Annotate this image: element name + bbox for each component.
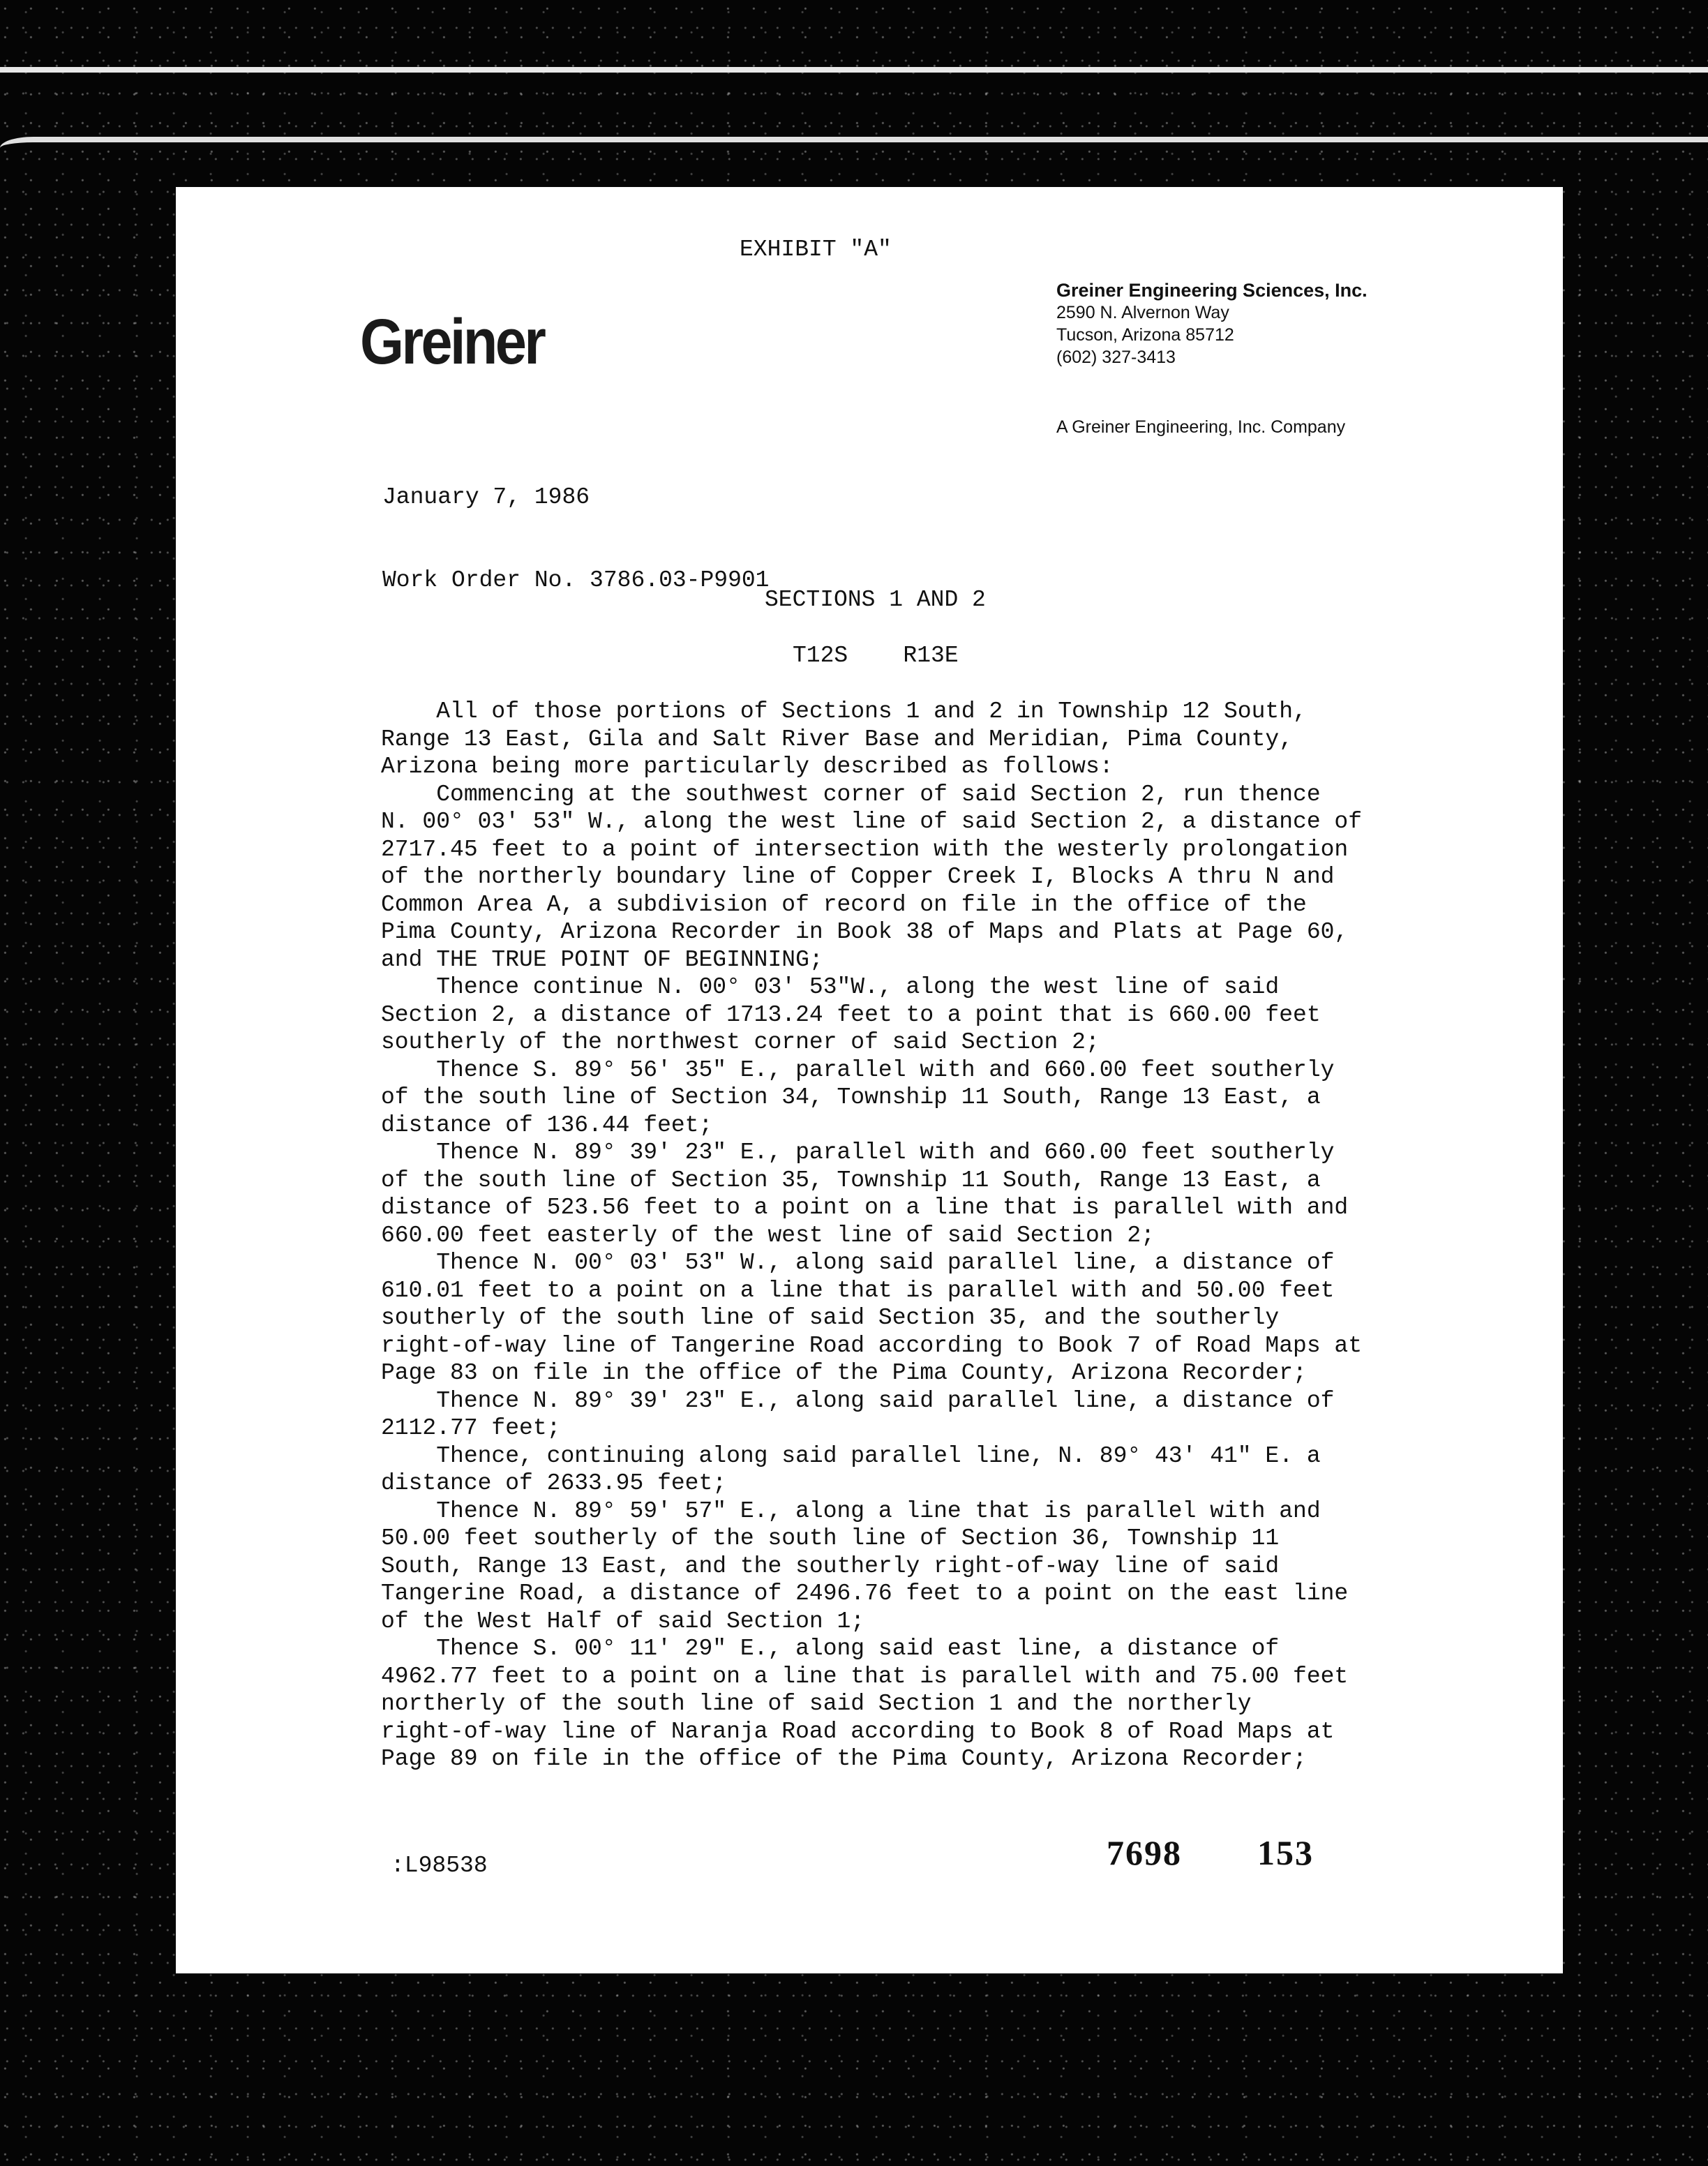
body-line: Range 13 East, Gila and Salt River Base and Meridian, Pima County, bbox=[381, 726, 1294, 752]
body-line: All of those portions of Sections 1 and 2 in Township 12 South, bbox=[381, 699, 1307, 724]
body-line: Thence, continuing along said parallel line, N. 89° 43' 41" E. a bbox=[381, 1442, 1321, 1469]
body-line: Thence S. 00° 11' 29" E., along said east line, a distance of bbox=[381, 1636, 1280, 1661]
body-line: 2717.45 feet to a point of intersection with the westerly prolongation bbox=[381, 836, 1349, 862]
body-line: 4962.77 feet to a point on a line that is parallel with and 75.00 feet bbox=[381, 1663, 1349, 1689]
exhibit-label: EXHIBIT "A" bbox=[740, 237, 892, 262]
body-line: Thence N. 89° 59' 57" E., along a line that is parallel with and bbox=[381, 1497, 1321, 1524]
document-date: January 7, 1986 bbox=[382, 484, 590, 510]
body-line: distance of 523.56 feet to a point on a line that is parallel with and bbox=[381, 1195, 1349, 1220]
body-line: of the northerly boundary line of Copper Creek I, Blocks A thru N and bbox=[381, 864, 1335, 890]
work-order-number: Work Order No. 3786.03-P9901 bbox=[382, 567, 770, 593]
company-logo: Greiner bbox=[360, 306, 544, 378]
body-line: Common Area A, a subdivision of record on file in the office of the bbox=[381, 891, 1307, 918]
township-range-heading: T12S R13E bbox=[793, 643, 959, 669]
body-line: Thence N. 00° 03' 53" W., along said parallel line, a distance of bbox=[381, 1250, 1335, 1276]
body-line: of the south line of Section 35, Township 11 South, Range 13 East, a bbox=[381, 1167, 1321, 1193]
recording-stamp bbox=[1107, 1832, 1314, 1873]
body-line: Page 83 on file in the office of the Pima County, Arizona Recorder; bbox=[381, 1360, 1307, 1386]
company-name: Greiner Engineering Sciences, Inc. bbox=[1056, 280, 1368, 301]
body-line: southerly of the south line of said Section 35, and the southerly bbox=[381, 1305, 1280, 1331]
body-line: 50.00 feet southerly of the south line of Section 36, Township 11 bbox=[381, 1525, 1280, 1551]
body-line: South, Range 13 East, and the southerly right-of-way line of said bbox=[381, 1553, 1280, 1579]
body-line: 610.01 feet to a point on a line that is parallel with and 50.00 feet bbox=[381, 1277, 1335, 1304]
body-line: Commencing at the southwest corner of said Section 2, run thence bbox=[381, 781, 1321, 807]
body-line: 2112.77 feet; bbox=[381, 1415, 561, 1441]
body-line: 660.00 feet easterly of the west line of said Section 2; bbox=[381, 1222, 1155, 1248]
document-meta bbox=[382, 428, 770, 649]
company-phone: (602) 327-3413 bbox=[1056, 348, 1176, 367]
page-number: 153 bbox=[1257, 1833, 1314, 1872]
body-line: distance of 2633.95 feet; bbox=[381, 1470, 727, 1496]
body-line: Page 89 on file in the office of the Pima County, Arizona Recorder; bbox=[381, 1746, 1307, 1772]
legal-description bbox=[381, 698, 1372, 1773]
body-line: Thence continue N. 00° 03' 53"W., along the west line of said bbox=[381, 974, 1280, 1000]
scan-border-curve bbox=[0, 137, 1708, 148]
body-line: and THE TRUE POINT OF BEGINNING; bbox=[381, 946, 823, 973]
document-page bbox=[176, 187, 1563, 1973]
body-line: Thence N. 89° 39' 23" E., parallel with and 660.00 feet southerly bbox=[381, 1140, 1335, 1165]
body-line: of the West Half of said Section 1; bbox=[381, 1608, 865, 1634]
body-line: distance of 136.44 feet; bbox=[381, 1112, 713, 1138]
body-line: N. 00° 03' 53" W., along the west line of said Section 2, a distance of bbox=[381, 809, 1363, 835]
body-line: northerly of the south line of said Section 1 and the northerly bbox=[381, 1691, 1252, 1717]
body-line: Pima County, Arizona Recorder in Book 38 of Maps and Plats at Page 60, bbox=[381, 919, 1349, 945]
body-line: Thence N. 89° 39' 23" E., along said parallel line, a distance of bbox=[381, 1387, 1335, 1414]
company-address-line-1: 2590 N. Alvernon Way bbox=[1056, 303, 1229, 322]
body-line: Tangerine Road, a distance of 2496.76 feet to a point on the east line bbox=[381, 1581, 1349, 1606]
body-line: Thence S. 89° 56' 35" E., parallel with and 660.00 feet southerly bbox=[381, 1056, 1335, 1083]
reference-number: :L98538 bbox=[391, 1853, 488, 1879]
scan-border-line bbox=[0, 67, 1708, 73]
company-address-line-2: Tucson, Arizona 85712 bbox=[1056, 325, 1234, 345]
body-line: Arizona being more particularly described as follows: bbox=[381, 754, 1114, 779]
body-line: of the south line of Section 34, Township 11 South, Range 13 East, a bbox=[381, 1084, 1321, 1110]
company-affiliation: A Greiner Engineering, Inc. Company bbox=[1056, 417, 1346, 437]
sections-heading: SECTIONS 1 AND 2 bbox=[765, 587, 986, 613]
docket-number: 7698 bbox=[1107, 1833, 1182, 1872]
company-letterhead bbox=[1056, 279, 1368, 368]
body-line: right-of-way line of Naranja Road according to Book 8 of Road Maps at bbox=[381, 1718, 1335, 1745]
body-line: Section 2, a distance of 1713.24 feet to a point that is 660.00 feet bbox=[381, 1001, 1321, 1028]
body-line: southerly of the northwest corner of said Section 2; bbox=[381, 1029, 1100, 1055]
body-line: right-of-way line of Tangerine Road according to Book 7 of Road Maps at bbox=[381, 1332, 1363, 1359]
